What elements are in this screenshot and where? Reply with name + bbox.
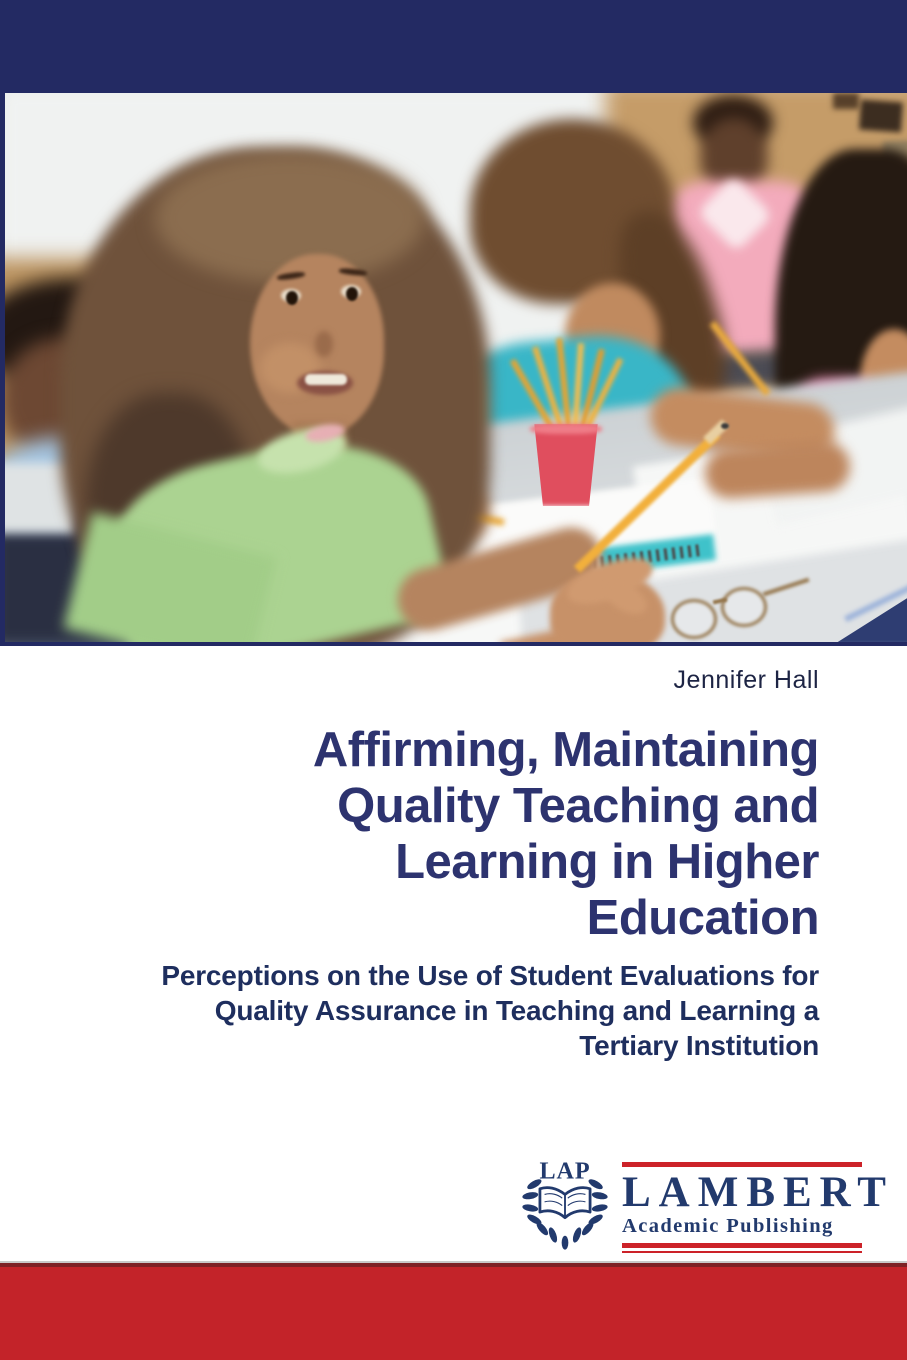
lap-emblem-text: LAP (539, 1157, 591, 1185)
lap-emblem-icon (518, 1148, 612, 1252)
title-line: Quality Teaching and (337, 779, 819, 833)
main-girl-eye-shape (286, 291, 298, 305)
eyeglasses-lens-shape (721, 587, 767, 627)
bulletin-photo-shape (833, 93, 859, 109)
title-line: Education (586, 891, 819, 945)
publisher-wordmark (622, 1148, 894, 1253)
subtitle-line: Perceptions on the Use of Student Evaluations for (161, 960, 819, 991)
publisher-tagline: Academic Publishing (622, 1215, 834, 1237)
main-girl-nose-shape (315, 331, 333, 357)
subtitle-line: Quality Assurance in Teaching and Learning a (214, 995, 819, 1026)
logo-rule-bottom-thin (622, 1251, 862, 1253)
main-girl-smile-shape (305, 374, 347, 385)
logo-rule-bottom (622, 1243, 862, 1248)
main-girl-eye-shape (346, 287, 358, 301)
title-line: Affirming, Maintaining (312, 723, 819, 777)
pencil-lead-shape (721, 423, 729, 429)
subtitle-line: Tertiary Institution (579, 1030, 819, 1061)
publisher-name: LAMBERT (622, 1169, 894, 1216)
book-subtitle (59, 958, 819, 1063)
bottom-red-band (0, 1263, 907, 1360)
author-name: Jennifer Hall (673, 666, 819, 694)
logo-rule-top (622, 1162, 862, 1167)
top-navy-band (0, 0, 907, 93)
student-right-arm-shape (703, 440, 851, 500)
eyeglasses-lens-shape (671, 599, 717, 639)
bulletin-photo-shape (859, 100, 903, 133)
pencil-cup-rim-shape (530, 424, 602, 434)
publisher-logo (518, 1148, 894, 1253)
classroom-photo (0, 93, 907, 646)
title-line: Learning in Higher (395, 835, 819, 889)
book-title (99, 722, 819, 946)
